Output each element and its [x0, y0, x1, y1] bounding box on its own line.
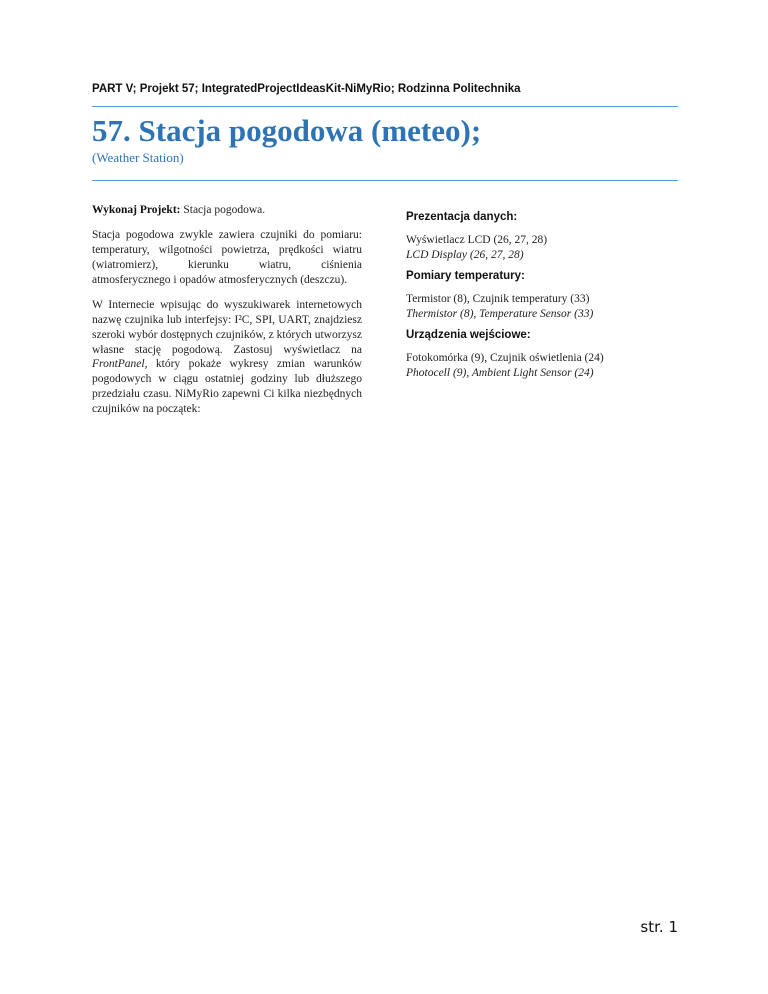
header-divider — [92, 106, 678, 107]
frontpanel-term: FrontPanel — [92, 358, 145, 371]
section-heading: Prezentacja danych: — [406, 211, 518, 223]
section-heading: Pomiary temperatury: — [406, 269, 525, 282]
section-body — [406, 292, 678, 322]
title-divider — [92, 180, 678, 181]
task-text: Stacja pogodowa. — [180, 204, 266, 216]
running-header: PART V; Projekt 57; IntegratedProjectIdeasKit-NiMyRio; Rodzinna Politechnika — [92, 83, 521, 95]
section-line-en: LCD Display (26, 27, 28) — [406, 248, 524, 261]
section-line-pl: Wyświetlacz LCD (26, 27, 28) — [406, 233, 548, 246]
section-line-pl: Fotokomórka (9), Czujnik oświetlenia (24) — [406, 351, 604, 364]
section-heading: Urządzenia wejściowe: — [406, 328, 531, 341]
section-line-en: Thermistor (8), Temperature Sensor (33) — [406, 307, 594, 320]
section-input-devices — [406, 328, 678, 381]
section-data-presentation — [406, 210, 678, 263]
section-line-en: Photocell (9), Ambient Light Sensor (24) — [406, 366, 594, 379]
section-temperature — [406, 269, 678, 322]
description-paragraph: Stacja pogodowa zwykle zawiera czujniki do pomiaru: temperatury, wilgotności powietrza, prędkości wiatru (wiatromierz), kierunku wiatru, ciśnienia atmosferycznego i opadów atmosferycznych (deszczu). — [92, 228, 362, 286]
instructions-text-b: , który pokaże wykresy zmian warunków pogodowych w ciągu ostatniej godziny lub dłuższego przedziału czasu. NiMyRio zapewni Ci kilka niezbędnych czujników na początek: — [92, 358, 362, 416]
page-subtitle: (Weather Station) — [92, 150, 184, 165]
page-title: 57. Stacja pogodowa (meteo); — [92, 113, 482, 148]
left-column — [92, 203, 362, 427]
right-column — [406, 210, 678, 386]
task-paragraph — [92, 203, 362, 218]
section-body — [406, 233, 678, 263]
section-line-pl: Termistor (8), Czujnik temperatury (33) — [406, 292, 590, 305]
instructions-text-a: W Internecie wpisując do wyszukiwarek internetowych nazwę czujnika lub interfejsy: I²C, SPI, UART, znajdziesz szeroki wybór dostępnych czujników, z których utworzysz własne stację pogodową. Zastosuj wyświetlacz na — [92, 298, 362, 356]
task-label: Wykonaj Projekt: — [92, 204, 181, 216]
instructions-paragraph — [92, 298, 362, 418]
page-number: str. 1 — [640, 918, 678, 936]
section-body — [406, 351, 678, 381]
